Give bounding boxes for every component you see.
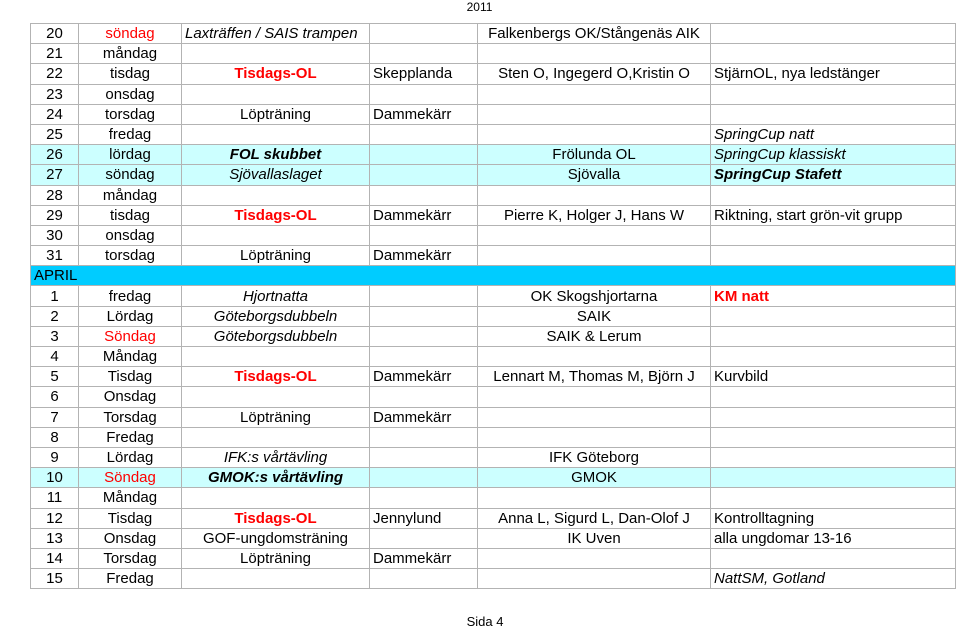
event-cell: Löpträning — [182, 246, 370, 266]
schedule-row — [31, 407, 956, 427]
event-cell — [182, 124, 370, 144]
event-cell: FOL skubbet — [182, 145, 370, 165]
location-cell — [370, 165, 478, 185]
date-number-cell: 14 — [31, 548, 79, 568]
location-cell — [370, 145, 478, 165]
date-number-cell: 1 — [31, 286, 79, 306]
weekday-cell: torsdag — [79, 246, 182, 266]
note-cell — [711, 185, 956, 205]
weekday-cell: Fredag — [79, 569, 182, 589]
location-cell: Dammekärr — [370, 104, 478, 124]
schedule-row — [31, 306, 956, 326]
weekday-cell: Torsdag — [79, 548, 182, 568]
weekday-cell: Tisdag — [79, 508, 182, 528]
organizer-cell: Pierre K, Holger J, Hans W — [478, 205, 711, 225]
date-number-cell: 4 — [31, 347, 79, 367]
weekday-cell: Söndag — [79, 468, 182, 488]
note-cell: SpringCup Stafett — [711, 165, 956, 185]
note-cell: Kurvbild — [711, 367, 956, 387]
location-cell — [370, 225, 478, 245]
organizer-cell — [478, 407, 711, 427]
date-number-cell: 8 — [31, 427, 79, 447]
note-cell — [711, 488, 956, 508]
weekday-cell: Söndag — [79, 326, 182, 346]
organizer-cell — [478, 44, 711, 64]
date-number-cell: 24 — [31, 104, 79, 124]
organizer-cell — [478, 225, 711, 245]
organizer-cell: IK Uven — [478, 528, 711, 548]
weekday-cell: Torsdag — [79, 407, 182, 427]
location-cell — [370, 84, 478, 104]
note-cell: StjärnOL, nya ledstänger — [711, 64, 956, 84]
location-cell — [370, 286, 478, 306]
schedule-row — [31, 468, 956, 488]
weekday-cell: fredag — [79, 286, 182, 306]
schedule-row — [31, 165, 956, 185]
event-cell: Tisdags-OL — [182, 508, 370, 528]
event-cell: GOF-ungdomsträning — [182, 528, 370, 548]
organizer-cell — [478, 246, 711, 266]
note-cell: alla ungdomar 13-16 — [711, 528, 956, 548]
location-cell — [370, 24, 478, 44]
note-cell — [711, 246, 956, 266]
location-cell — [370, 468, 478, 488]
weekday-cell: Fredag — [79, 427, 182, 447]
location-cell: Dammekärr — [370, 205, 478, 225]
date-number-cell: 20 — [31, 24, 79, 44]
schedule-row — [31, 347, 956, 367]
event-cell: Göteborgsdubbeln — [182, 306, 370, 326]
year-header: 2011 — [466, 0, 493, 14]
date-number-cell: 11 — [31, 488, 79, 508]
note-cell: SpringCup natt — [711, 124, 956, 144]
date-number-cell: 7 — [31, 407, 79, 427]
note-cell — [711, 347, 956, 367]
location-cell: Dammekärr — [370, 246, 478, 266]
schedule-row — [31, 548, 956, 568]
weekday-cell: tisdag — [79, 205, 182, 225]
note-cell — [711, 326, 956, 346]
organizer-cell — [478, 124, 711, 144]
schedule-row — [31, 569, 956, 589]
date-number-cell: 13 — [31, 528, 79, 548]
event-cell: Tisdags-OL — [182, 205, 370, 225]
organizer-cell — [478, 488, 711, 508]
location-cell: Dammekärr — [370, 548, 478, 568]
event-cell: Laxträffen / SAIS trampen — [182, 24, 370, 44]
organizer-cell — [478, 185, 711, 205]
location-cell — [370, 44, 478, 64]
note-cell: Riktning, start grön-vit grupp — [711, 205, 956, 225]
location-cell — [370, 124, 478, 144]
note-cell: Kontrolltagning — [711, 508, 956, 528]
schedule-row — [31, 185, 956, 205]
schedule-row — [31, 367, 956, 387]
event-cell: Hjortnatta — [182, 286, 370, 306]
date-number-cell: 28 — [31, 185, 79, 205]
weekday-cell: Lördag — [79, 306, 182, 326]
event-cell: Göteborgsdubbeln — [182, 326, 370, 346]
event-cell: Löpträning — [182, 548, 370, 568]
event-cell — [182, 225, 370, 245]
note-cell — [711, 427, 956, 447]
date-number-cell: 23 — [31, 84, 79, 104]
organizer-cell: Falkenbergs OK/Stångenäs AIK — [478, 24, 711, 44]
page-number: Sida 4 — [466, 614, 504, 629]
event-cell: Tisdags-OL — [182, 367, 370, 387]
weekday-cell: tisdag — [79, 64, 182, 84]
organizer-cell — [478, 427, 711, 447]
weekday-cell: söndag — [79, 165, 182, 185]
schedule-row — [31, 24, 956, 44]
date-number-cell: 5 — [31, 367, 79, 387]
date-number-cell: 27 — [31, 165, 79, 185]
schedule-row — [31, 145, 956, 165]
schedule-row — [31, 225, 956, 245]
note-cell — [711, 104, 956, 124]
date-number-cell: 31 — [31, 246, 79, 266]
organizer-cell: IFK Göteborg — [478, 447, 711, 467]
location-cell — [370, 185, 478, 205]
schedule-row — [31, 387, 956, 407]
organizer-cell — [478, 569, 711, 589]
date-number-cell: 21 — [31, 44, 79, 64]
note-cell — [711, 548, 956, 568]
schedule-body — [31, 24, 956, 589]
schedule-row — [31, 64, 956, 84]
weekday-cell: Måndag — [79, 347, 182, 367]
event-cell — [182, 427, 370, 447]
event-cell: Tisdags-OL — [182, 64, 370, 84]
date-number-cell: 26 — [31, 145, 79, 165]
date-number-cell: 3 — [31, 326, 79, 346]
schedule-row — [31, 84, 956, 104]
date-number-cell: 2 — [31, 306, 79, 326]
schedule-row — [31, 205, 956, 225]
organizer-cell — [478, 347, 711, 367]
location-cell — [370, 306, 478, 326]
date-number-cell: 29 — [31, 205, 79, 225]
note-cell — [711, 225, 956, 245]
month-label: APRIL — [31, 266, 956, 286]
schedule-row — [31, 326, 956, 346]
organizer-cell: SAIK — [478, 306, 711, 326]
weekday-cell: lördag — [79, 145, 182, 165]
schedule-row — [31, 44, 956, 64]
event-cell: Sjövallaslaget — [182, 165, 370, 185]
event-cell: GMOK:s vårtävling — [182, 468, 370, 488]
organizer-cell — [478, 548, 711, 568]
weekday-cell: Onsdag — [79, 528, 182, 548]
event-cell — [182, 185, 370, 205]
location-cell — [370, 387, 478, 407]
date-number-cell: 15 — [31, 569, 79, 589]
organizer-cell: Frölunda OL — [478, 145, 711, 165]
weekday-cell: onsdag — [79, 84, 182, 104]
weekday-cell: söndag — [79, 24, 182, 44]
note-cell — [711, 24, 956, 44]
weekday-cell: Lördag — [79, 447, 182, 467]
location-cell: Dammekärr — [370, 407, 478, 427]
weekday-cell: måndag — [79, 44, 182, 64]
organizer-cell: Anna L, Sigurd L, Dan-Olof J — [478, 508, 711, 528]
schedule-row — [31, 124, 956, 144]
location-cell — [370, 569, 478, 589]
organizer-cell: Sjövalla — [478, 165, 711, 185]
event-cell — [182, 488, 370, 508]
organizer-cell: GMOK — [478, 468, 711, 488]
schedule-row — [31, 447, 956, 467]
organizer-cell: SAIK & Lerum — [478, 326, 711, 346]
date-number-cell: 9 — [31, 447, 79, 467]
event-cell — [182, 84, 370, 104]
weekday-cell: Måndag — [79, 488, 182, 508]
schedule-row — [31, 427, 956, 447]
note-cell — [711, 468, 956, 488]
location-cell: Skepplanda — [370, 64, 478, 84]
schedule-row — [31, 286, 956, 306]
date-number-cell: 12 — [31, 508, 79, 528]
schedule-row — [31, 104, 956, 124]
date-number-cell: 30 — [31, 225, 79, 245]
note-cell: SpringCup klassiskt — [711, 145, 956, 165]
note-cell — [711, 84, 956, 104]
note-cell — [711, 306, 956, 326]
weekday-cell: Tisdag — [79, 367, 182, 387]
month-header-row — [31, 266, 956, 286]
note-cell: KM natt — [711, 286, 956, 306]
organizer-cell — [478, 387, 711, 407]
event-cell — [182, 387, 370, 407]
weekday-cell: Onsdag — [79, 387, 182, 407]
date-number-cell: 22 — [31, 64, 79, 84]
weekday-cell: torsdag — [79, 104, 182, 124]
location-cell — [370, 347, 478, 367]
note-cell: NattSM, Gotland — [711, 569, 956, 589]
schedule-row — [31, 488, 956, 508]
weekday-cell: måndag — [79, 185, 182, 205]
event-cell: IFK:s vårtävling — [182, 447, 370, 467]
organizer-cell — [478, 104, 711, 124]
note-cell — [711, 44, 956, 64]
weekday-cell: fredag — [79, 124, 182, 144]
location-cell — [370, 326, 478, 346]
date-number-cell: 10 — [31, 468, 79, 488]
location-cell: Dammekärr — [370, 367, 478, 387]
location-cell — [370, 528, 478, 548]
event-cell: Löpträning — [182, 104, 370, 124]
note-cell — [711, 407, 956, 427]
organizer-cell — [478, 84, 711, 104]
schedule-row — [31, 246, 956, 266]
location-cell: Jennylund — [370, 508, 478, 528]
location-cell — [370, 447, 478, 467]
schedule-row — [31, 508, 956, 528]
schedule-row — [31, 528, 956, 548]
event-cell: Löpträning — [182, 407, 370, 427]
weekday-cell: onsdag — [79, 225, 182, 245]
organizer-cell: Lennart M, Thomas M, Björn J — [478, 367, 711, 387]
note-cell — [711, 387, 956, 407]
schedule-table — [30, 23, 956, 589]
date-number-cell: 6 — [31, 387, 79, 407]
location-cell — [370, 427, 478, 447]
event-cell — [182, 347, 370, 367]
event-cell — [182, 569, 370, 589]
location-cell — [370, 488, 478, 508]
event-cell — [182, 44, 370, 64]
note-cell — [711, 447, 956, 467]
date-number-cell: 25 — [31, 124, 79, 144]
organizer-cell: OK Skogshjortarna — [478, 286, 711, 306]
organizer-cell: Sten O, Ingegerd O,Kristin O — [478, 64, 711, 84]
